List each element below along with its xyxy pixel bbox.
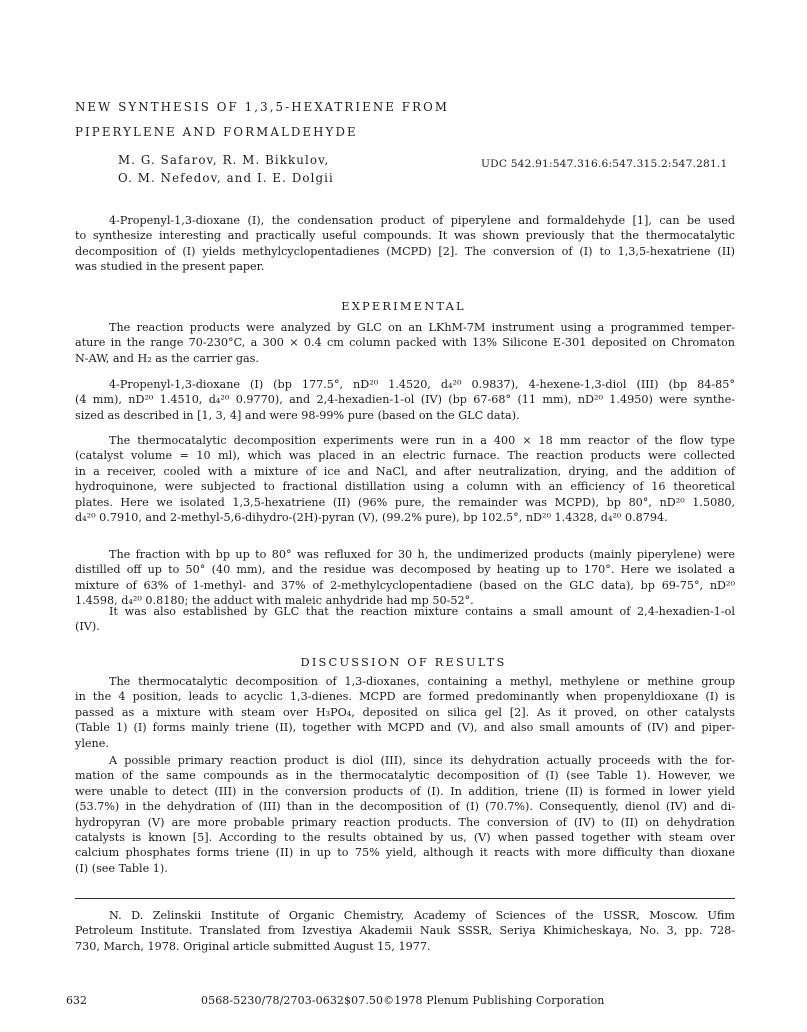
footnote-line: N. D. Zelinskii Institute of Organic Chemistry, Academy of Sciences of the USSR, Moscow. Ufim [109,909,735,922]
experimental-paragraph-3 [75,433,735,525]
intro-line: was studied in the present paper. [75,260,265,274]
exp-p4-line: The fraction with bp up to 80° was refluxed for 30 h, the undimerized products (mainly piperylene) were [109,548,735,561]
exp-p5-line: (IV). [75,620,100,634]
footnote-divider [75,898,735,899]
disc-p2-line: mation of the same compounds as in the thermocatalytic decomposition of (I) (see Table 1). However, we [75,769,735,783]
disc-p2-line: A possible primary reaction product is diol (III), since its dehydration actually proceeds with the for- [109,754,735,767]
authors-line-1: M. G. Safarov, R. M. Bikkulov, [118,153,330,167]
exp-p2-line: 4-Propenyl-1,3-dioxane (I) (bp 177.5°, nD²⁰ 1.4520, d₄²⁰ 0.9837), 4-hexene-1,3-diol (III) (bp 84-85° [109,378,735,391]
exp-p4-line: mixture of 63% of 1-methyl- and 37% of 2-methylcyclopentadiene (based on the GLC data), bp 69-75°, nD²⁰ [75,578,735,592]
disc-p2-line: calcium phosphates forms triene (II) in up to 75% yield, although it reacts with more difficulty than dioxane [75,846,735,860]
udc-classification: UDC 542.91:547.316.6:547.315.2:547.281.1 [481,158,728,170]
footnote-line: Petroleum Institute. Translated from Izvestiya Akademii Nauk SSSR, Seriya Khimicheskaya, No. 3, pp. 728- [75,924,735,938]
exp-p3-line: (catalyst volume = 10 ml), which was placed in an electric furnace. The reaction products were collected [75,449,735,463]
intro-line: decomposition of (I) yields methylcyclopentadienes (MCPD) [2]. The conversion of (I) to 1,3,5-hexatriene (II) [75,244,735,258]
exp-p3-line: hydroquinone, were subjected to fractional distillation using a column with an efficiency of 16 theoretical [75,480,735,494]
exp-p1-line: N-AW, and H₂ as the carrier gas. [75,351,259,365]
publisher-line: 0568-5230/78/2703-0632$07.50©1978 Plenum Publishing Corporation [201,994,605,1007]
exp-p3-line: The thermocatalytic decomposition experiments were run in a 400 × 18 mm reactor of the flow type [109,434,735,447]
disc-p2-line: (53.7%) in the dehydration of (III) than in the decomposition of (I) (70.7%). Consequently, dienol (IV) and di- [75,800,735,814]
exp-p2-line: (4 mm), nD²⁰ 1.4510, d₄²⁰ 0.9770), and 2,4-hexadien-1-ol (IV) (bp 67-68° (11 mm), nD²⁰ 1.4950) were synthe- [75,393,735,407]
footnote-line: 730, March, 1978. Original article submitted August 15, 1977. [75,939,431,953]
exp-p4-line: 1.4598, d₄²⁰ 0.8180; the adduct with maleic anhydride had mp 50-52°. [75,594,474,608]
section-heading-discussion: DISCUSSION OF RESULTS [300,655,507,669]
affiliation-footnote [75,908,735,954]
paper-title-line-1: NEW SYNTHESIS OF 1,3,5-HEXATRIENE FROM [75,100,450,114]
exp-p1-line: ature in the range 70-230°C, a 300 × 0.4 cm column packed with 13% Silicone E-301 deposited on Chromaton [75,336,735,350]
disc-p1-line: The thermocatalytic decomposition of 1,3-dioxanes, containing a methyl, methylene or methine group [109,675,735,688]
intro-line: 4-Propenyl-1,3-dioxane (I), the condensation product of piperylene and formaldehyde [1], can be used [109,214,735,227]
exp-p5-line: It was also established by GLC that the reaction mixture contains a small amount of 2,4-hexadien-1-ol [109,605,735,618]
disc-p2-line: were unable to detect (III) in the conversion products of (I). In addition, triene (II) is formed in lower yield [75,784,735,798]
exp-p3-line: d₄²⁰ 0.7910, and 2-methyl-5,6-dihydro-(2H)-pyran (V), (99.2% pure), bp 102.5°, nD²⁰ 1.4328, d₄²⁰ 0.8794. [75,511,668,525]
experimental-paragraph-2 [75,377,735,423]
disc-p1-line: passed as a mixture with steam over H₃PO₄, deposited on silica gel [2]. As it proved, on other catalysts [75,705,735,719]
paper-title-line-2: PIPERYLENE AND FORMALDEHYDE [75,125,358,139]
disc-p2-line: (I) (see Table 1). [75,861,168,875]
experimental-paragraph-5 [75,604,735,635]
disc-p1-line: (Table 1) (I) forms mainly triene (II), together with MCPD and (V), and also small amounts of (IV) and piper- [75,721,735,735]
exp-p2-line: sized as described in [1, 3, 4] and were 98-99% pure (based on the GLC data). [75,408,520,422]
exp-p4-line: distilled off up to 50° (40 mm), and the residue was decomposed by heating up to 170°. Here we isolated a [75,563,735,577]
section-heading-experimental: EXPERIMENTAL [341,299,466,313]
intro-paragraph [75,213,735,275]
intro-line: to synthesize interesting and practically useful compounds. It was shown previously that the thermocatalytic [75,229,735,243]
exp-p1-line: The reaction products were analyzed by GLC on an LKhM-7M instrument using a programmed temper- [109,321,735,334]
disc-p1-line: in the 4 position, leads to acyclic 1,3-dienes. MCPD are formed predominantly when propenyldioxane (I) is [75,690,735,704]
authors-line-2: O. M. Nefedov, and I. E. Dolgii [118,171,334,185]
disc-p2-line: catalysts is known [5]. According to the results obtained by us, (V) when passed together with steam over [75,831,735,845]
experimental-paragraph-4 [75,547,735,609]
page-number: 632 [66,994,87,1007]
experimental-paragraph-1 [75,320,735,366]
exp-p3-line: plates. Here we isolated 1,3,5-hexatriene (II) (96% pure, the remainder was MCPD), bp 80°, nD²⁰ 1.5080, [75,495,735,509]
disc-p2-line: hydropyran (V) are more probable primary reaction products. The conversion of (IV) to (II) on dehydration [75,815,735,829]
discussion-paragraph-1 [75,674,735,751]
exp-p3-line: in a receiver, cooled with a mixture of ice and NaCl, and after neutralization, drying, and the addition of [75,464,735,478]
disc-p1-line: ylene. [75,736,109,750]
discussion-paragraph-2 [75,753,735,876]
